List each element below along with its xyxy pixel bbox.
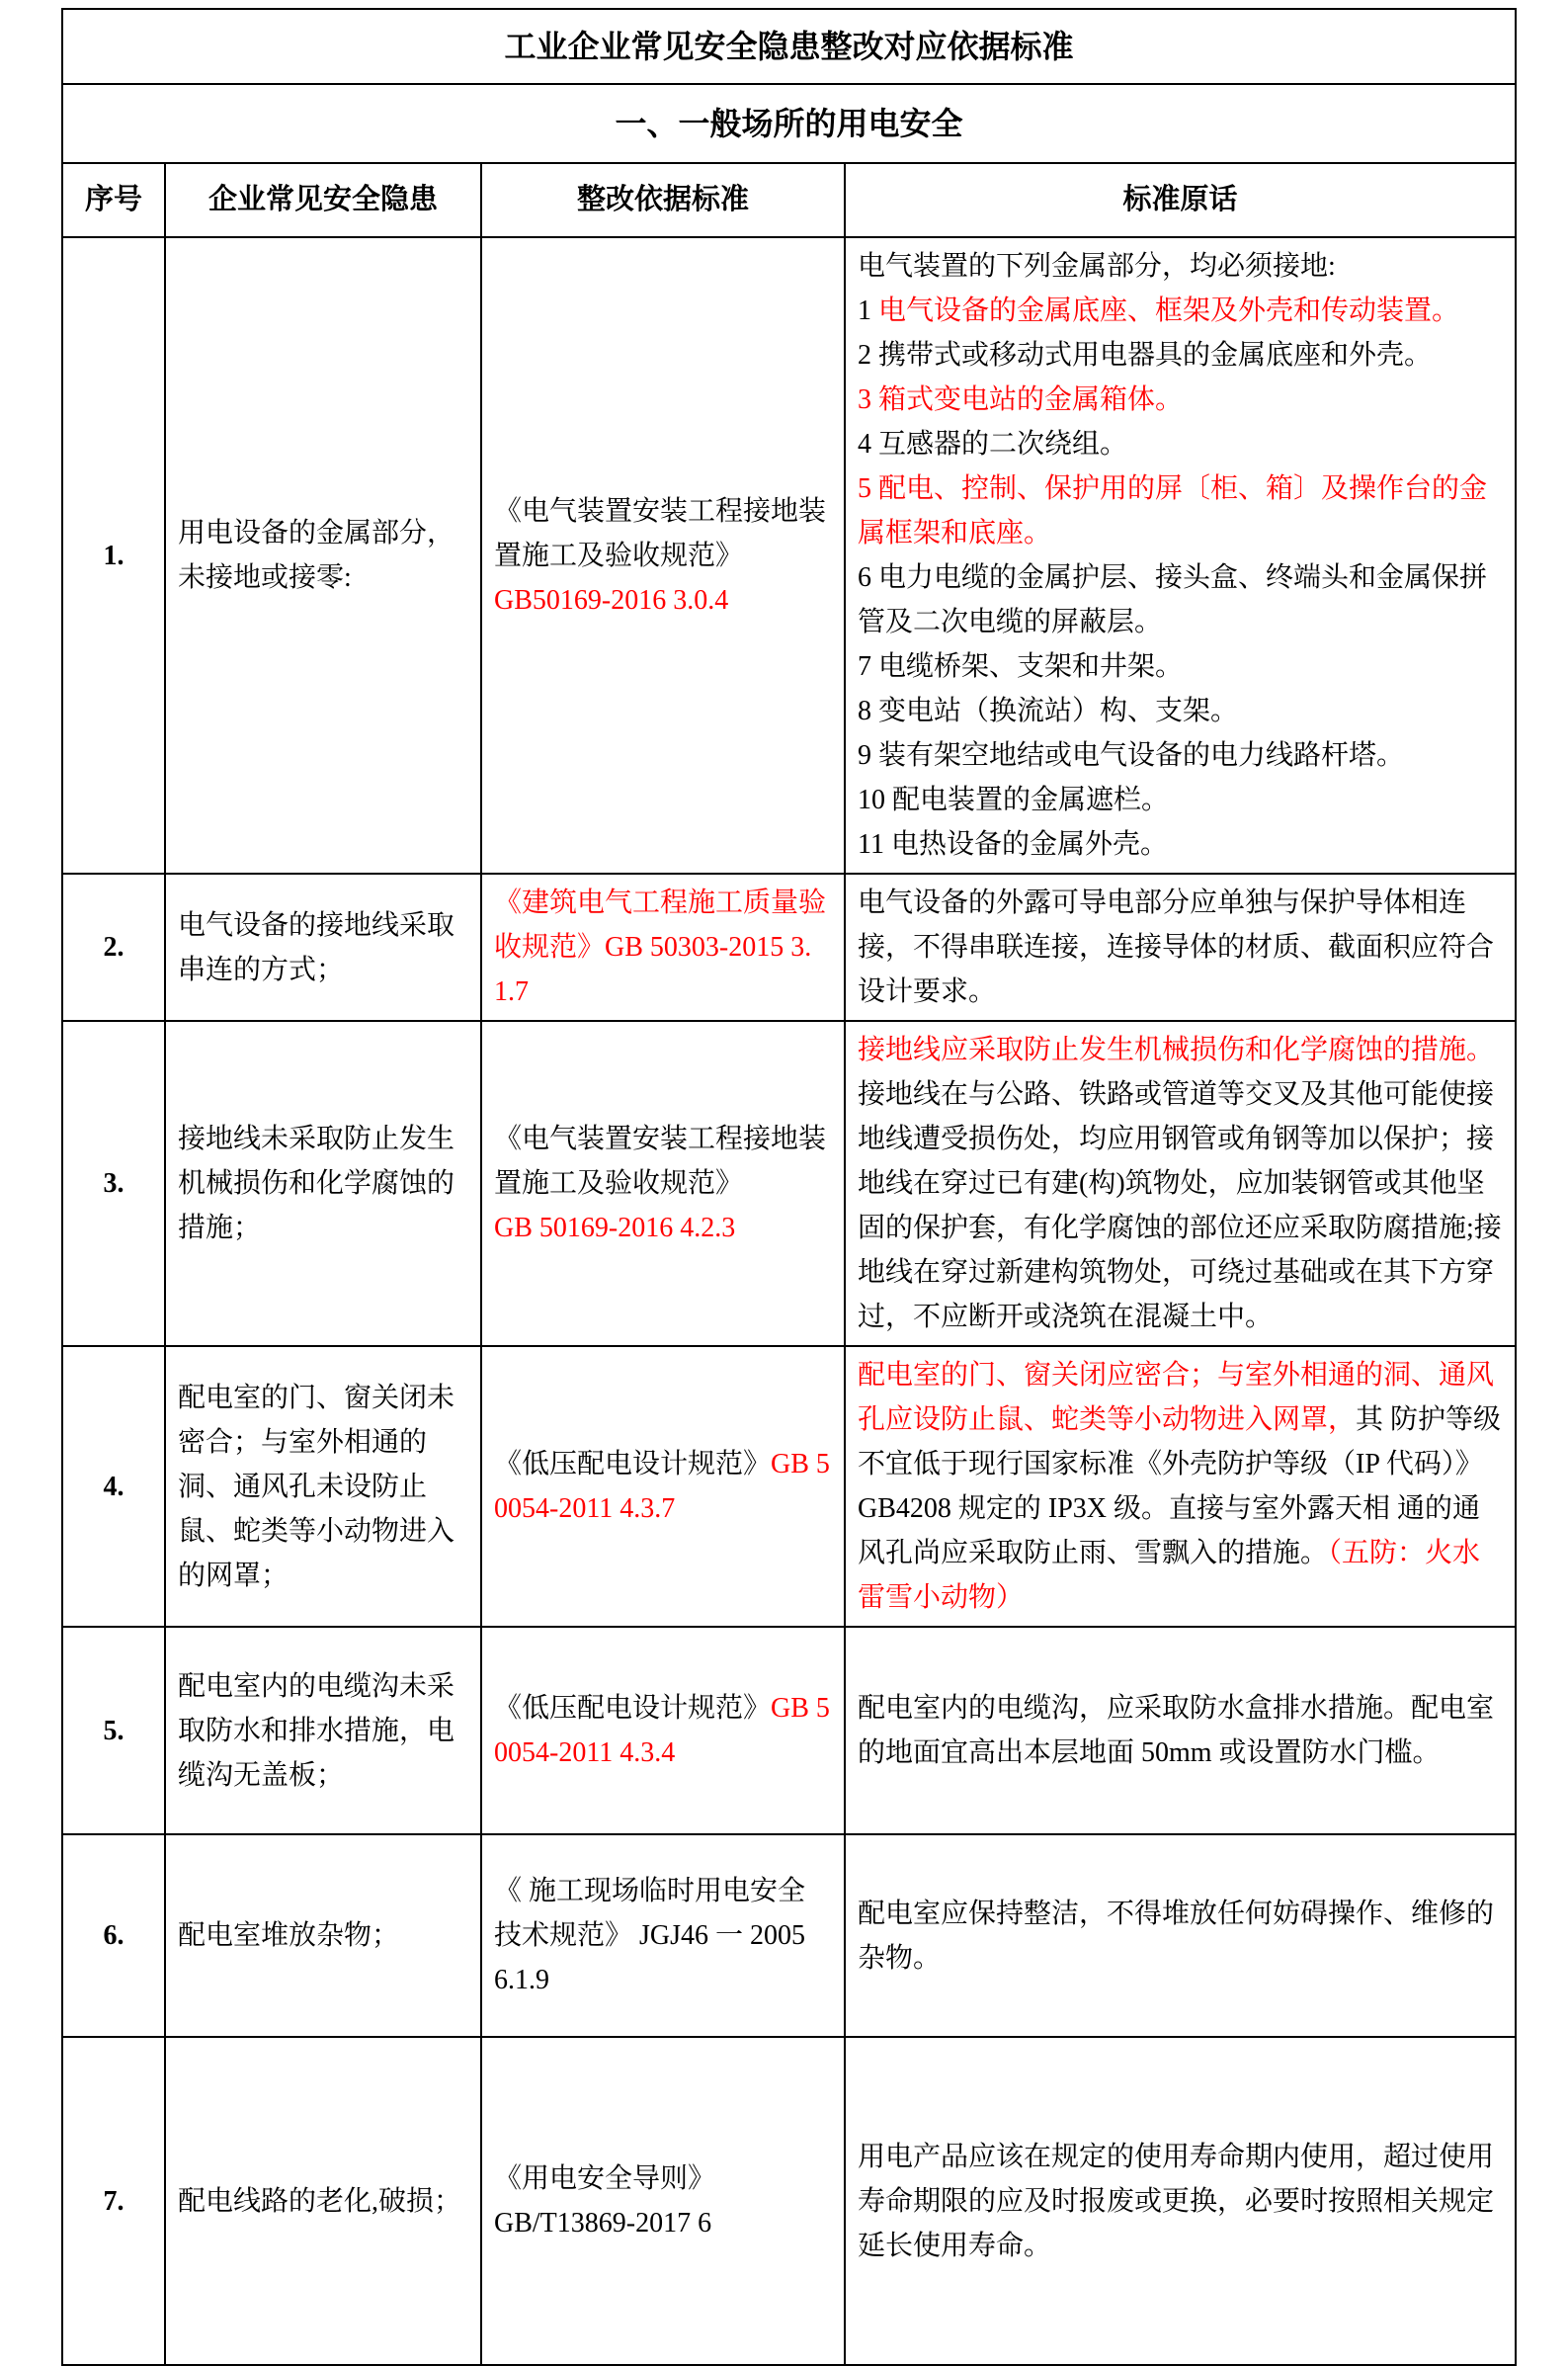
column-header-row bbox=[62, 163, 1516, 237]
text-segment: 11 电热设备的金属外壳。 bbox=[858, 829, 1168, 860]
highlighted-text-segment: 接地线应采取防止发生机械损伤和化学腐蚀的措施。 bbox=[858, 1035, 1495, 1065]
text-segment: 8 变电站（换流站）构、支架。 bbox=[858, 696, 1239, 726]
title-row bbox=[62, 9, 1516, 84]
header-hazard: 企业常见安全隐患 bbox=[165, 163, 481, 237]
row-number-cell: 6. bbox=[62, 1834, 165, 2037]
text-segment: 4 互感器的二次绕组。 bbox=[858, 429, 1128, 460]
standard-original-text-cell bbox=[845, 237, 1516, 874]
highlighted-text-segment: GB50169-2016 3.0.4 bbox=[494, 584, 729, 616]
row-number-cell: 7. bbox=[62, 2037, 165, 2365]
table-row bbox=[62, 1346, 1516, 1627]
header-original: 标准原话 bbox=[845, 163, 1516, 237]
standard-original-text-cell bbox=[845, 1627, 1516, 1834]
hazard-cell: 配电室堆放杂物； bbox=[165, 1834, 481, 2037]
header-no: 序号 bbox=[62, 163, 165, 237]
text-segment: GB/T13869-2017 6 bbox=[494, 2208, 712, 2239]
highlighted-text-segment: 配电室的门、窗关闭应密合；与室外相通的洞、通风孔应设防止鼠、蛇类等小动物进入网罩， bbox=[858, 1360, 1495, 1435]
standard-reference-cell bbox=[481, 874, 845, 1021]
standard-reference-cell bbox=[481, 1346, 845, 1627]
highlighted-text-segment: GB 50169-2016 4.2.3 bbox=[494, 1213, 736, 1243]
standard-original-text-cell bbox=[845, 2037, 1516, 2365]
text-segment: 6 电力电缆的金属护层、接头盒、终端头和金属保拼管及二次电缆的屏蔽层。 bbox=[858, 562, 1488, 637]
standard-reference-cell bbox=[481, 1021, 845, 1346]
text-segment: 2 携带式或移动式用电器具的金属底座和外壳。 bbox=[858, 340, 1433, 371]
standard-original-text-cell bbox=[845, 874, 1516, 1021]
highlighted-text-segment: 电气设备的金属底座、框架及外壳和传动装置。 bbox=[878, 296, 1460, 326]
hazard-cell: 接地线未采取防止发生机械损伤和化学腐蚀的措施； bbox=[165, 1021, 481, 1346]
highlighted-text-segment: 3 箱式变电站的金属箱体。 bbox=[858, 384, 1184, 415]
text-segment: 电气设备的外露可导电部分应单独与保护导体相连接，不得串联连接，连接导体的材质、截面积应符合设计要求。 bbox=[858, 887, 1495, 1007]
text-segment: 配电室内的电缆沟，应采取防水盒排水措施。配电室的地面宜高出本层地面 50mm 或设置防水门槛。 bbox=[858, 1693, 1495, 1768]
highlighted-text-segment: GB 50054-2011 4.3.4 bbox=[494, 1693, 830, 1768]
hazard-cell: 电气设备的接地线采取串连的方式； bbox=[165, 874, 481, 1021]
standard-original-text-cell bbox=[845, 1834, 1516, 2037]
text-segment: 《低压配电设计规范》 bbox=[494, 1693, 772, 1724]
row-number-cell: 2. bbox=[62, 874, 165, 1021]
hazard-cell: 用电设备的金属部分，未接地或接零: bbox=[165, 237, 481, 874]
document-title: 工业企业常见安全隐患整改对应依据标准 bbox=[62, 9, 1516, 84]
highlighted-text-segment: 5 配电、控制、保护用的屏〔柜、箱〕及操作台的金属框架和底座。 bbox=[858, 473, 1488, 549]
text-segment: 配电室应保持整洁，不得堆放任何妨碍操作、维修的杂物。 bbox=[858, 1898, 1495, 1974]
standard-original-text-cell bbox=[845, 1346, 1516, 1627]
section-row bbox=[62, 84, 1516, 163]
standard-reference-cell bbox=[481, 237, 845, 874]
standard-reference-cell bbox=[481, 1627, 845, 1834]
text-segment: 1 bbox=[858, 296, 878, 326]
highlighted-text-segment: 《建筑电气工程施工质量验收规范》GB 50303-2015 3.1.7 bbox=[494, 887, 827, 1007]
text-segment: 《 施工现场临时用电安全技术规范》 JGJ46 一 2005 6.1.9 bbox=[494, 1876, 806, 1995]
text-segment: 《用电安全导则》 bbox=[494, 2163, 716, 2194]
table-row bbox=[62, 237, 1516, 874]
table-row bbox=[62, 1627, 1516, 1834]
text-segment: 10 配电装置的金属遮栏。 bbox=[858, 785, 1170, 815]
row-number-cell: 4. bbox=[62, 1346, 165, 1627]
text-segment: 9 装有架空地结或电气设备的电力线路杆塔。 bbox=[858, 740, 1405, 771]
highlighted-text-segment: （五防：火水雷雪小动物） bbox=[858, 1538, 1481, 1613]
text-segment: 电气装置的下列金属部分，均必须接地: bbox=[858, 251, 1336, 282]
standard-reference-cell bbox=[481, 2037, 845, 2365]
header-standard: 整改依据标准 bbox=[481, 163, 845, 237]
table-row bbox=[62, 874, 1516, 1021]
text-segment: 接地线在与公路、铁路或管道等交叉及其他可能使接地线遭受损伤处，均应用钢管或角钢等加以保护；接地线在穿过已有建(构)筑物处，应加装钢管或其他坚固的保护套，有化学腐蚀的部位还应采取防腐措施;接地线在穿过新建构筑物处，可绕过基础或在其下方穿过，不应断开或浇筑在混凝土中。 bbox=[858, 1079, 1502, 1332]
text-segment: 《电气装置安装工程接地装置施工及验收规范》 bbox=[494, 495, 827, 571]
section-title: 一、一般场所的用电安全 bbox=[62, 84, 1516, 163]
text-segment: 其 防护等级不宜低于现行国家标准《外壳防护等级（IP 代码）》GB4208 规定的 IP3X 级。直接与室外露天相 通的通风孔尚应采取防止雨、雪飘入的措施。 bbox=[858, 1404, 1502, 1568]
table-body bbox=[62, 237, 1516, 2365]
row-number-cell: 3. bbox=[62, 1021, 165, 1346]
table-row bbox=[62, 2037, 1516, 2365]
hazard-cell: 配电线路的老化,破损； bbox=[165, 2037, 481, 2365]
highlighted-text-segment: GB 50054-2011 4.3.7 bbox=[494, 1449, 830, 1524]
standard-reference-cell bbox=[481, 1834, 845, 2037]
hazard-cell: 配电室的门、窗关闭未密合；与室外相通的洞、通风孔未设防止鼠、蛇类等小动物进入的网罩； bbox=[165, 1346, 481, 1627]
table-row bbox=[62, 1834, 1516, 2037]
text-segment: 《低压配电设计规范》 bbox=[494, 1449, 772, 1479]
table-row bbox=[62, 1021, 1516, 1346]
text-segment: 用电产品应该在规定的使用寿命期内使用，超过使用寿命期限的应及时报废或更换，必要时按照相关规定延长使用寿命。 bbox=[858, 2141, 1495, 2261]
row-number-cell: 5. bbox=[62, 1627, 165, 1834]
standards-table bbox=[61, 8, 1517, 2366]
row-number-cell: 1. bbox=[62, 237, 165, 874]
standard-original-text-cell bbox=[845, 1021, 1516, 1346]
text-segment: 7 电缆桥架、支架和井架。 bbox=[858, 651, 1184, 682]
text-segment: 《电气装置安装工程接地装置施工及验收规范》 bbox=[494, 1124, 827, 1199]
hazard-cell: 配电室内的电缆沟未采取防水和排水措施，电缆沟无盖板； bbox=[165, 1627, 481, 1834]
